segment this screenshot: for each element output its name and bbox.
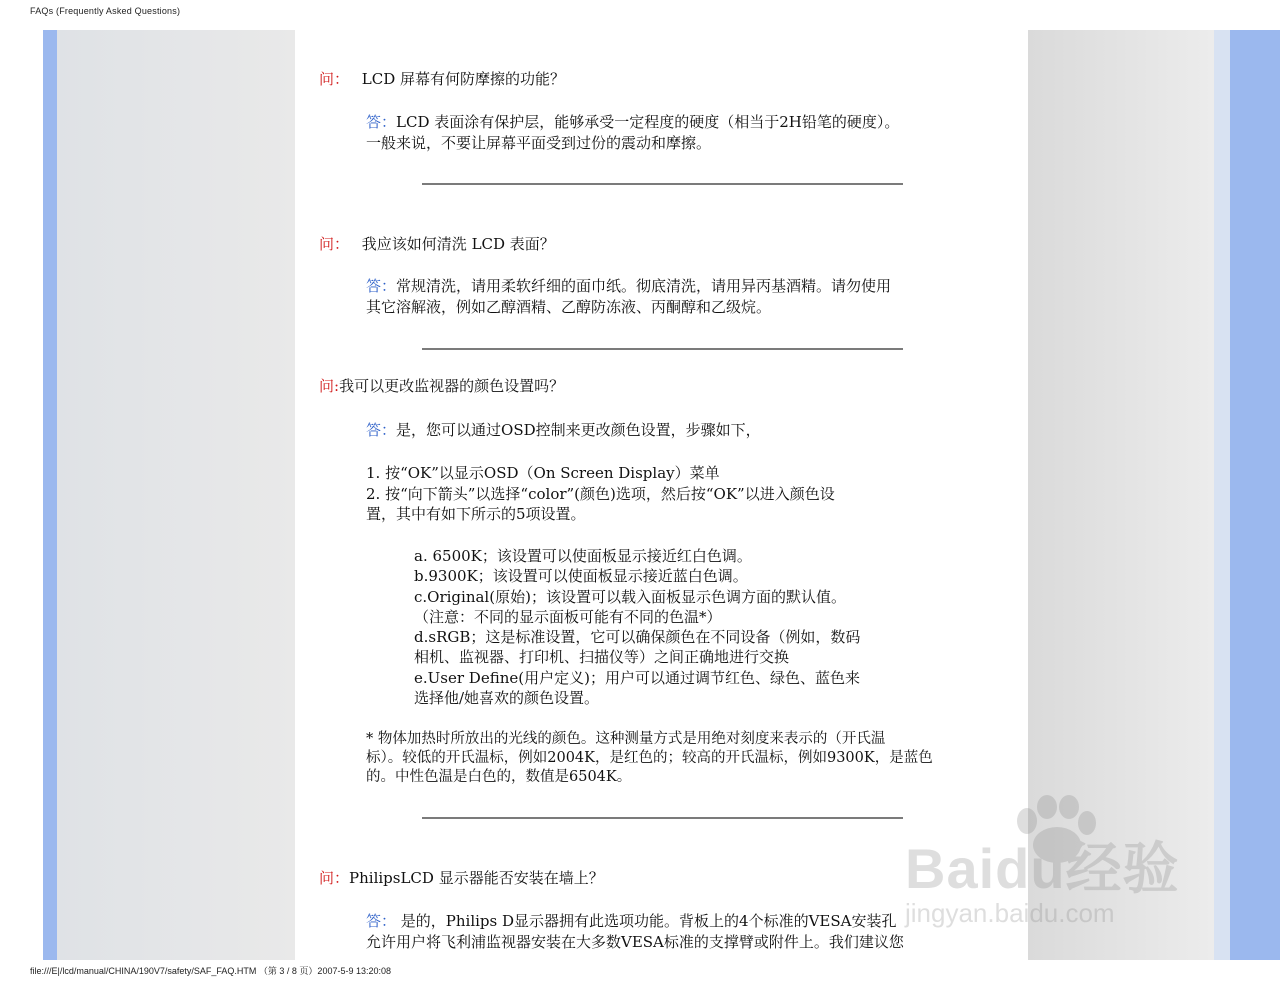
option-line: c.Original(原始)；该设置可以载入面板显示色调方面的默认值。 xyxy=(414,587,846,606)
step-line: 2. 按“向下箭头”以选择“color”(颜色)选项，然后按“OK”以进入颜色设 xyxy=(366,484,835,503)
faq-question-4 xyxy=(319,868,604,888)
faq-question-1 xyxy=(319,69,565,89)
answer-line: 其它溶解液，例如乙醇酒精、乙醇防冻液、丙酮醇和乙级烷。 xyxy=(366,297,772,316)
question-marker: 问: xyxy=(319,377,340,395)
question-marker: 问： xyxy=(319,235,350,253)
option-line: e.User Define(用户定义)；用户可以通过调节红色、绿色、蓝色来 xyxy=(414,668,860,687)
answer-line: 是，您可以通过OSD控制来更改颜色设置，步骤如下， xyxy=(396,421,761,439)
watermark-logo: Baidu经验 xyxy=(905,837,1180,900)
option-line: 选择他/她喜欢的颜色设置。 xyxy=(414,689,600,708)
color-temperature-footnote xyxy=(366,730,933,787)
faq-answer-1 xyxy=(366,112,961,153)
step-line: 置，其中有如下所示的5项设置。 xyxy=(366,505,586,523)
right-blue-stripe xyxy=(1230,30,1280,960)
section-divider xyxy=(422,348,903,350)
color-options xyxy=(414,546,860,708)
question-text: 我可以更改监视器的颜色设置吗？ xyxy=(339,377,565,395)
watermark-url: jingyan.baidu.com xyxy=(905,898,1115,928)
section-divider xyxy=(422,183,903,185)
faq-answer-2 xyxy=(366,276,961,317)
question-text: PhilipsLCD 显示器能否安装在墙上？ xyxy=(349,869,604,887)
question-marker: 问： xyxy=(319,70,350,88)
answer-marker: 答： xyxy=(366,912,397,930)
faq-question-2 xyxy=(319,234,555,254)
print-header: FAQs (Frequently Asked Questions) xyxy=(30,6,181,16)
answer-line: 是的，Philips D显示器拥有此选项功能。背板上的4个标准的VESA安装孔 xyxy=(396,912,897,930)
faq-answer-3 xyxy=(366,420,961,441)
footnote-line: 标）。较低的开氏温标，例如2004K，是红色的；较高的开氏温标，例如9300K，是蓝色 xyxy=(366,750,933,766)
question-marker: 问： xyxy=(319,869,350,887)
option-line: 相机、监视器、打印机、扫描仪等）之间正确地进行交换 xyxy=(414,648,790,667)
left-margin xyxy=(57,30,295,960)
option-line: b.9300K；该设置可以使面板显示接近蓝白色调。 xyxy=(414,567,748,586)
answer-marker: 答： xyxy=(366,277,397,295)
right-light-stripe xyxy=(1214,30,1230,960)
answer-line: 允许用户将飞利浦监视器安装在大多数VESA标准的支撑臂或附件上。我们建议您 xyxy=(366,932,904,951)
question-text: LCD 屏幕有何防摩擦的功能？ xyxy=(361,70,566,88)
answer-line: LCD 表面涂有保护层，能够承受一定程度的硬度（相当于2H铅笔的硬度）。 xyxy=(396,113,900,131)
section-divider xyxy=(422,817,903,819)
right-margin xyxy=(1028,30,1214,960)
option-line: d.sRGB；这是标准设置，它可以确保颜色在不同设备（例如，数码 xyxy=(414,628,861,647)
faq-answer-4 xyxy=(366,911,961,952)
footnote-line: * 物体加热时所放出的光线的颜色。这种测量方式是用绝对刻度来表示的（开氏温 xyxy=(366,731,886,747)
step-line: 1. 按“OK”以显示OSD（On Screen Display）菜单 xyxy=(366,464,720,482)
option-line: （注意：不同的显示面板可能有不同的色温*） xyxy=(414,607,722,626)
footnote-line: 的。中性色温是白色的，数值是6504K。 xyxy=(366,769,632,785)
answer-marker: 答： xyxy=(366,421,397,439)
left-blue-stripe xyxy=(43,30,57,960)
answer-line: 常规清洗，请用柔软纤细的面巾纸。彻底清洗，请用异丙基酒精。请勿使用 xyxy=(396,277,892,295)
option-line: a. 6500K；该设置可以使面板显示接近红白色调。 xyxy=(414,547,752,565)
answer-marker: 答： xyxy=(366,113,397,131)
question-text: 我应该如何清洗 LCD 表面？ xyxy=(361,235,555,253)
answer-line: 一般来说，不要让屏幕平面受到过份的震动和摩擦。 xyxy=(366,133,712,152)
faq-question-3 xyxy=(319,376,564,396)
faq-content xyxy=(295,30,1028,960)
color-steps xyxy=(366,463,835,525)
print-footer: file:///E|/lcd/manual/CHINA/190V7/safety/SAF_FAQ.HTM （第 3 / 8 页）2007-5-9 13:20:08 xyxy=(30,966,391,976)
